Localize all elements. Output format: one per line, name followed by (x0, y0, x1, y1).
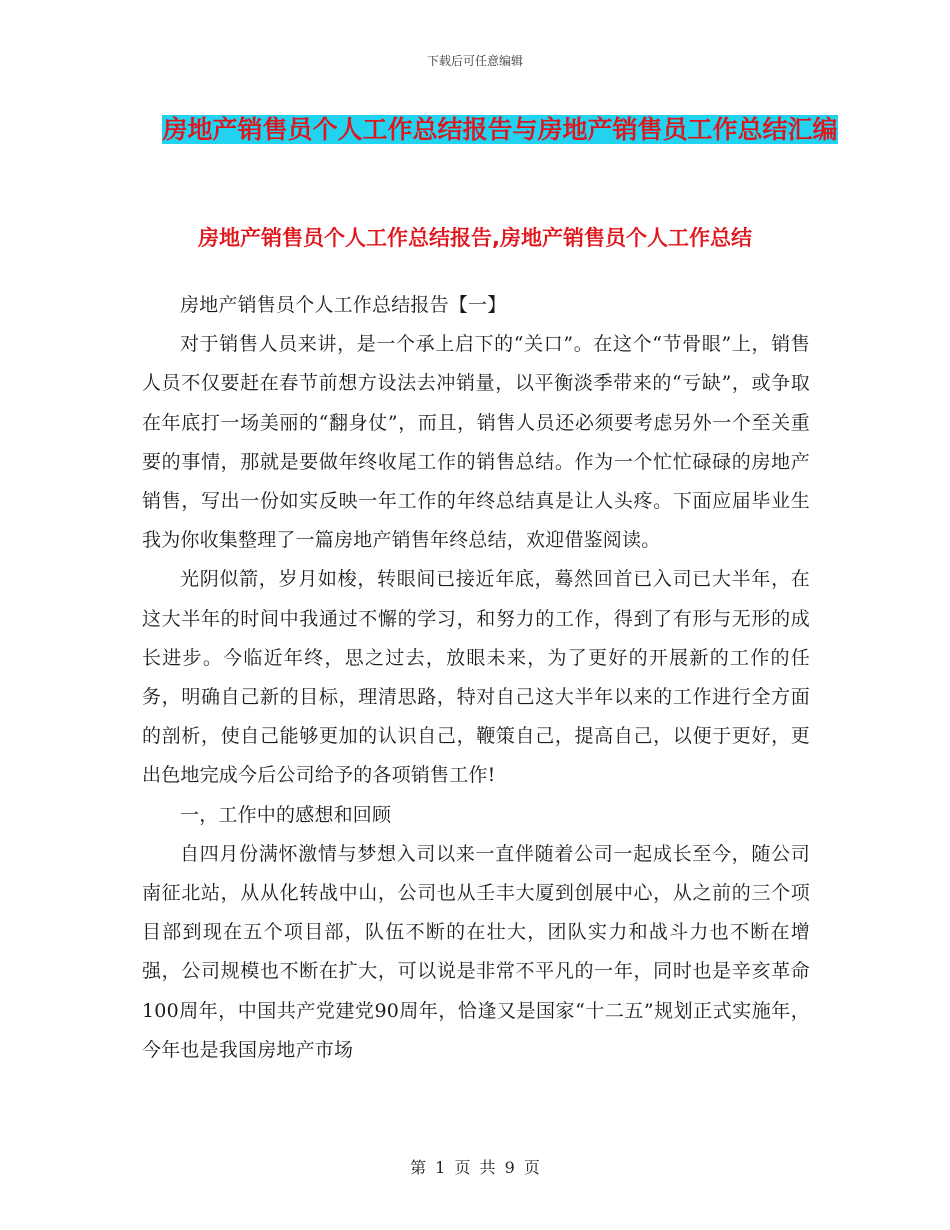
paragraph: 光阴似箭，岁月如梭，转眼间已接近年底，蓦然回首已入司已大半年，在这大半年的时间中我通过不懈的学习，和努力的工作，得到了有形与无形的成长进步。今临近年终，思之过去，放眼未来，为了更好的开展新的工作的任务，明确自己新的目标，理清思路，特对自己这大半年以来的工作进行全方面的剖析，使自己能够更加的认识自己，鞭策自己，提高自己，以便于更好，更出色地完成今后公司给予的各项销售工作! (142, 568, 810, 787)
document-subtitle: 房地产销售员个人工作总结报告,房地产销售员个人工作总结 (198, 226, 752, 250)
document-title (140, 108, 860, 152)
section-heading: 一，工作中的感想和回顾 (180, 803, 392, 826)
paragraph: 对于销售人员来讲，是一个承上启下的“关口”。在这个“节骨眼”上，销售人员不仅要赶在春节前想方设法去冲销量，以平衡淡季带来的“亏缺”，或争取在年底打一场美丽的“翻身仗”，而且，销售人员还必须要考虑另外一个至关重要的事情，那就是要做年终收尾工作的销售总结。作为一个忙忙碌碌的房地产销售，写出一份如实反映一年工作的年终总结真是让人头疼。下面应届毕业生我为你收集整理了一篇房地产销售年终总结，欢迎借鉴阅读。 (142, 333, 810, 552)
document-body (142, 286, 810, 1070)
page-header-note: 下载后可任意编辑 (426, 54, 523, 68)
document-title-text: 房地产销售员个人工作总结报告与房地产销售员工作总结汇编 (162, 115, 838, 144)
section-heading: 房地产销售员个人工作总结报告【一】 (180, 294, 507, 316)
paragraph: 自四月份满怀激情与梦想入司以来一直伴随着公司一起成长至今，随公司南征北站，从从化转战中山，公司也从壬丰大厦到创展中心，从之前的三个项目部到现在五个项目部，队伍不断的在壮大，团队实力和战斗力也不断在增强，公司规模也不断在扩大，可以说是非常不平凡的一年，同时也是辛亥革命100周年，中国共产党建党90周年，恰逢又是国家“十二五”规划正式实施年，今年也是我国房地产市场 (142, 842, 810, 1061)
page-number: 第 1 页 共 9 页 (410, 1158, 540, 1177)
